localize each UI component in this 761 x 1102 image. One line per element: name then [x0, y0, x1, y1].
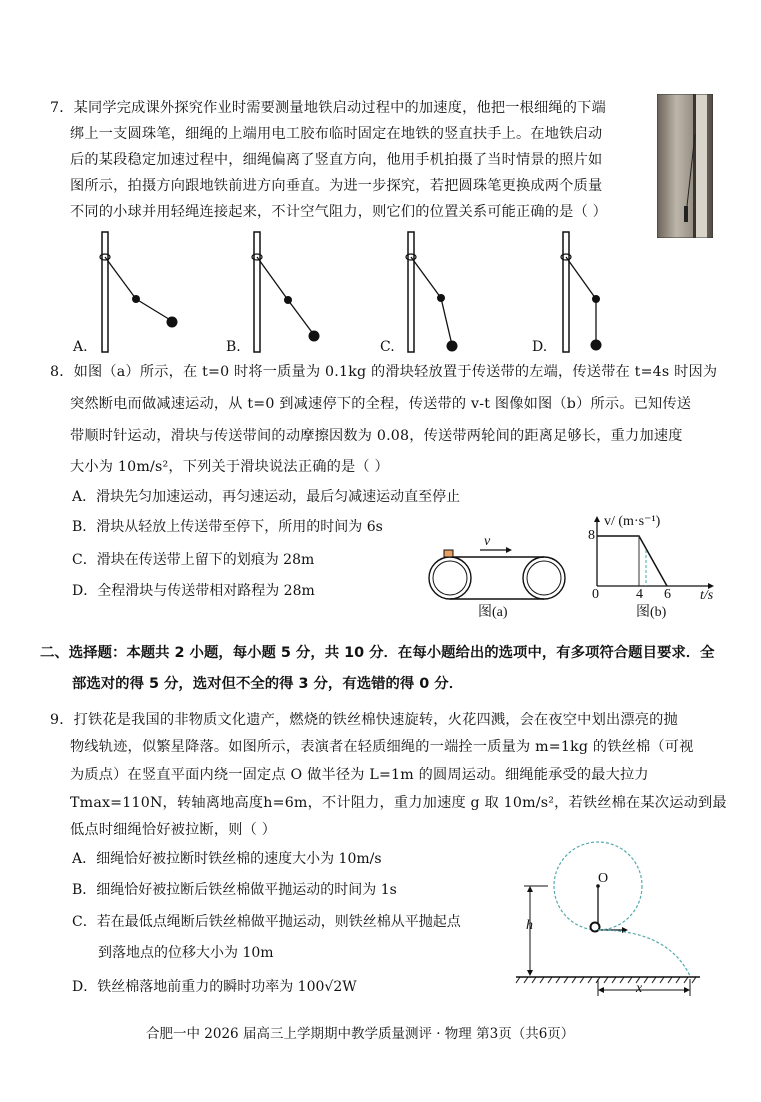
section-2-header-line-1: 二、选择题：本题共 2 小题，每小题 5 分，共 10 分．在每小题给出的选项中，有多项符合题目要求．全: [40, 645, 715, 661]
q8-line-1: 8．如图（a）所示，在 t=0 时将一质量为 0.1kg 的滑块轻放置于传送带的左端，传送带在 t=4s 时因为: [50, 364, 718, 380]
q8-line-3: 带顺时针运动，滑块与传送带间的动摩擦因数为 0.08，传送带两轮间的距离足够长，重力加速度: [70, 428, 683, 444]
q9-line-2: 物线轨迹，似繁星降落。如图所示，表演者在轻质细绳的一端拴一质量为 m=1kg 的铁丝棉（可视: [70, 739, 694, 755]
q7-line-3: 后的某段稳定加速过程中，细绳偏离了竖直方向，他用手机拍摄了当时情景的照片如: [70, 152, 603, 168]
vt-ytick-8: 8: [588, 528, 595, 543]
option-a-figure: [100, 232, 178, 352]
figure-b-caption: 图(b): [636, 605, 667, 620]
q9-line-4: Tmax=110N，转轴离地高度h=6m，不计阻力，重力加速度 g 取 10m/s²，若铁丝棉在某次运动到最: [70, 795, 727, 811]
height-h-label: h: [526, 918, 533, 933]
q7-line-4: 图所示，拍摄方向跟地铁前进方向垂直。为进一步探究，若把圆珠笔更换成两个质量: [70, 178, 603, 194]
subway-photo: [657, 94, 713, 238]
option-d-figure: [561, 232, 602, 352]
page-footer: 合肥一中 2026 届高三上学期期中教学质量测评 · 物理 第3页（共6页）: [146, 1026, 575, 1042]
q7-line-5: 不同的小球并用轻绳连接起来，不计空气阻力，则它们的位置关系可能正确的是（ ）: [70, 204, 608, 220]
pivot-o-label: O: [598, 871, 609, 886]
vt-ylabel: v/ (m·s⁻¹): [604, 514, 661, 529]
q9-option-c: C．若在最低点绳断后铁丝棉做平抛运动，则铁丝棉从平抛起点: [72, 914, 461, 930]
q8-line-2: 突然断电而做减速运动，从 t=0 到减速停下的全程，传送带的 v-t 图像如图（b）所示。已知传送: [70, 396, 692, 412]
q9-option-a: A．细绳恰好被拉断时铁丝棉的速度大小为 10m/s: [72, 851, 382, 867]
distance-x-label: x: [636, 981, 643, 996]
option-c-figure: [406, 232, 458, 352]
q7-option-a-label: A.: [73, 339, 88, 355]
q8-option-b: B．滑块从轻放上传送带至停下，所用的时间为 6s: [72, 519, 383, 535]
q9-option-c-cont: 到落地点的位移大小为 10m: [98, 945, 274, 961]
vt-xtick-0: 0: [592, 587, 599, 602]
q7-option-c-label: C.: [380, 339, 395, 355]
q8-option-c: C．滑块在传送带上留下的划痕为 28m: [72, 552, 315, 568]
vt-xtick-6: 6: [664, 587, 671, 602]
q8-line-4: 大小为 10m/s²，下列关于滑块说法正确的是（ ）: [70, 459, 389, 475]
section-2-header-line-2: 部选对的得 5 分，选对但不全的得 3 分，有选错的得 0 分．: [72, 676, 464, 692]
q9-line-5: 低点时细绳恰好被拉断，则（ ）: [70, 822, 277, 838]
figure-a-caption: 图(a): [478, 605, 508, 620]
q7-line-2: 绑上一支圆珠笔，细绳的上端用电工胶布临时固定在地铁的竖直扶手上。在地铁启动: [70, 126, 603, 142]
circular-motion-figure: [508, 836, 708, 1002]
q9-line-3: 为质点）在竖直平面内绕一固定点 O 做半径为 L=1m 的圆周运动。细绳能承受的最大拉力: [70, 767, 649, 783]
q9-option-b: B．细绳恰好被拉断后铁丝棉做平抛运动的时间为 1s: [72, 882, 397, 898]
q8-option-d: D．全程滑块与传送带相对路程为 28m: [72, 583, 315, 599]
q7-option-d-label: D.: [532, 339, 548, 355]
q9-line-1: 9．打铁花是我国的非物质文化遗产，燃烧的铁丝棉快速旋转，火花四溅，会在夜空中划出漂亮的抛: [50, 712, 678, 728]
vt-xlabel: t/s: [700, 588, 714, 603]
q7-line-1: 7．某同学完成课外探究作业时需要测量地铁启动过程中的加速度，他把一根细绳的下端: [50, 100, 606, 116]
q7-option-b-label: B.: [226, 339, 241, 355]
option-b-figure: [252, 232, 320, 352]
q8-option-a: A．滑块先匀加速运动，再匀速运动，最后匀减速运动直至停止: [72, 489, 461, 505]
vt-xtick-4: 4: [636, 587, 643, 602]
q9-option-d: D．铁丝棉落地前重力的瞬时功率为 100√2W: [72, 979, 357, 995]
belt-velocity-label: v: [484, 534, 491, 549]
conveyor-belt-figure: [424, 534, 574, 604]
